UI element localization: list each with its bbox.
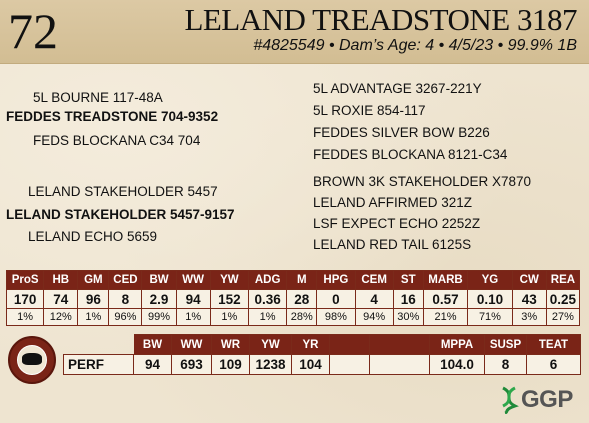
epd-header-cell: MARB (423, 271, 467, 290)
epd-header-cell: YG (468, 271, 512, 290)
performance-header-cell: TEAT (527, 335, 581, 355)
pedigree-right-item: 5L ADVANTAGE 3267-221Y (313, 81, 482, 96)
performance-header-cell: BW (134, 335, 172, 355)
ggp-logo (499, 385, 583, 415)
performance-value-cell: 6 (527, 355, 581, 375)
animal-name: LELAND TREADSTONE 3187 (184, 2, 577, 37)
performance-value-cell: 1238 (250, 355, 292, 375)
performance-value-cell: 94 (134, 355, 172, 375)
epd-percentile-cell: 71% (468, 309, 512, 326)
epd-percentile-cell: 1% (7, 309, 44, 326)
epd-value-cell: 0 (317, 290, 355, 309)
performance-header-cell: SUSP (485, 335, 527, 355)
pedigree-sire-dam: FEDS BLOCKANA C34 704 (33, 133, 201, 148)
pedigree-dam: LELAND STAKEHOLDER 5457-9157 (6, 207, 235, 222)
epd-value-cell: 43 (512, 290, 546, 309)
epd-value-cell: 0.25 (546, 290, 579, 309)
epd-header-cell: ADG (248, 271, 286, 290)
epd-value-cell: 0.10 (468, 290, 512, 309)
epd-header-row (7, 271, 580, 290)
epd-value-cell: 8 (109, 290, 142, 309)
animal-details: #4825549 • Dam’s Age: 4 • 4/5/23 • 99.9% 1B (253, 37, 577, 54)
performance-header-row (64, 335, 581, 355)
epd-header-cell: CW (512, 271, 546, 290)
pedigree-sire: FEDDES TREADSTONE 704-9352 (6, 109, 219, 124)
epd-percentile-cell: 1% (210, 309, 248, 326)
epd-header-cell: M (287, 271, 317, 290)
performance-header-cell (330, 335, 370, 355)
pedigree-right-item: LELAND AFFIRMED 321Z (313, 195, 473, 210)
epd-header-cell: YW (210, 271, 248, 290)
epd-header-cell: ProS (7, 271, 44, 290)
performance-value-cell: 8 (485, 355, 527, 375)
performance-header-cell: WW (172, 335, 212, 355)
epd-value-cell: 152 (210, 290, 248, 309)
epd-percentile-cell: 27% (546, 309, 579, 326)
epd-percentile-cell: 1% (176, 309, 210, 326)
performance-value-cell: 104.0 (430, 355, 485, 375)
performance-header-cell: WR (212, 335, 250, 355)
performance-value-cell (330, 355, 370, 375)
performance-header-cell: YW (250, 335, 292, 355)
pedigree-right-item: 5L ROXIE 854-117 (313, 103, 426, 118)
epd-percentile-cell: 1% (78, 309, 109, 326)
lot-header (0, 0, 589, 64)
pedigree-right-item: LELAND RED TAIL 6125S (313, 237, 472, 252)
pedigree-right-item: BROWN 3K STAKEHOLDER X7870 (313, 174, 532, 189)
performance-values-row (64, 355, 581, 375)
performance-header-cell (370, 335, 430, 355)
epd-header-cell: REA (546, 271, 579, 290)
pedigree-sire-sire: 5L BOURNE 117-48A (33, 90, 163, 105)
epd-percentile-cell: 99% (142, 309, 176, 326)
epd-value-cell: 2.9 (142, 290, 176, 309)
epd-header-cell: GM (78, 271, 109, 290)
epd-percentile-cell: 30% (393, 309, 423, 326)
ggp-logo-text: GGP (521, 386, 573, 413)
performance-header-cell: YR (292, 335, 330, 355)
performance-value-cell: 693 (172, 355, 212, 375)
epd-header-cell: HPG (317, 271, 355, 290)
pedigree-right-item: FEDDES SILVER BOW B226 (313, 125, 490, 140)
epd-value-cell: 170 (7, 290, 44, 309)
epd-value-cell: 94 (176, 290, 210, 309)
performance-table (63, 334, 581, 375)
epd-percentile-row (7, 309, 580, 326)
cow-seal-icon (8, 336, 56, 384)
dna-helix-icon (499, 386, 519, 414)
epd-header-cell: BW (142, 271, 176, 290)
epd-header-cell: CED (109, 271, 142, 290)
performance-row-label: PERF (64, 355, 134, 375)
epd-header-cell: ST (393, 271, 423, 290)
epd-percentile-cell: 28% (287, 309, 317, 326)
epd-percentile-cell: 96% (109, 309, 142, 326)
epd-percentile-cell: 98% (317, 309, 355, 326)
performance-value-cell: 109 (212, 355, 250, 375)
pedigree-dam-dam: LELAND ECHO 5659 (28, 229, 158, 244)
epd-value-cell: 0.36 (248, 290, 286, 309)
epd-value-cell: 74 (44, 290, 78, 309)
epd-value-cell: 96 (78, 290, 109, 309)
pedigree-right-item: FEDDES BLOCKANA 8121-C34 (313, 147, 508, 162)
epd-value-cell: 0.57 (423, 290, 467, 309)
epd-header-cell: WW (176, 271, 210, 290)
performance-value-cell: 104 (292, 355, 330, 375)
epd-header-cell: HB (44, 271, 78, 290)
epd-percentile-cell: 94% (355, 309, 393, 326)
pedigree-right-item: LSF EXPECT ECHO 2252Z (313, 216, 481, 231)
performance-value-cell (370, 355, 430, 375)
epd-percentile-cell: 21% (423, 309, 467, 326)
epd-percentile-cell: 12% (44, 309, 78, 326)
epd-value-cell: 28 (287, 290, 317, 309)
lot-number: 72 (8, 3, 58, 59)
epd-percentile-cell: 1% (248, 309, 286, 326)
performance-header-cell: MPPA (430, 335, 485, 355)
epd-table (6, 270, 580, 326)
epd-value-cell: 16 (393, 290, 423, 309)
performance-header-spacer (64, 335, 134, 355)
epd-value-cell: 4 (355, 290, 393, 309)
epd-percentile-cell: 3% (512, 309, 546, 326)
epd-header-cell: CEM (355, 271, 393, 290)
pedigree-dam-sire: LELAND STAKEHOLDER 5457 (28, 184, 218, 199)
cow-silhouette-icon (22, 353, 42, 365)
epd-values-row (7, 290, 580, 309)
